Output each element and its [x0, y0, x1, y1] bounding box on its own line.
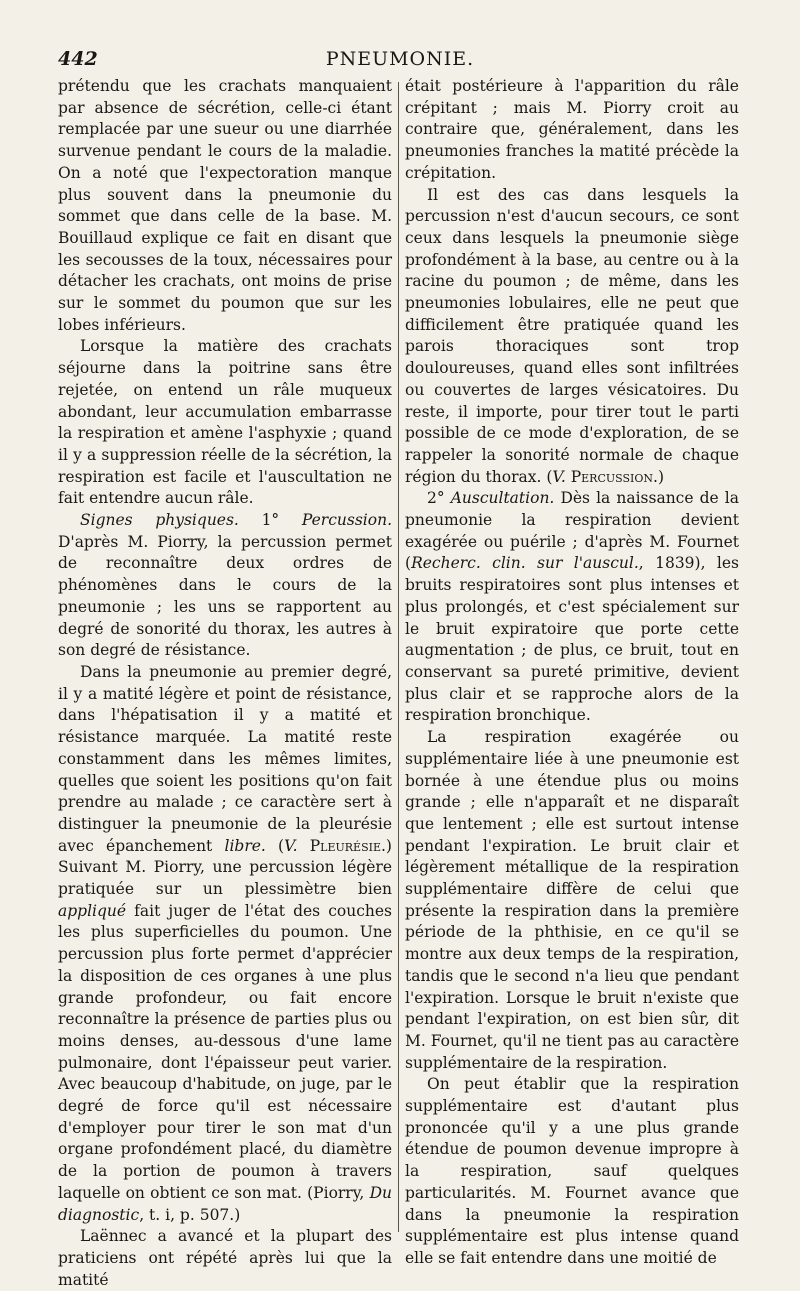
cross-reference: Percussion.	[565, 467, 658, 486]
left-paragraph-5: Laënnec a avancé et la plupart des praticiens ont répété après lui que la matité	[58, 1227, 392, 1289]
left-paragraph-1: prétendu que les crachats manquaient par absence de sécrétion, celle-ci étant remplacée par une sueur ou une diarrhée survenue pendant le cours de la maladie. On a noté que l'expectoration manque plus souvent dans la pneumonie du sommet que dans celle de la base. M. Bouillaud explique ce fait en disant que les secousses de la toux, nécessaires pour détacher les crachats, ont moins de prise sur le sommet du poumon que sur les lobes inférieurs.	[58, 77, 392, 334]
page-header	[58, 48, 742, 72]
italic-run: appliqué	[58, 901, 127, 920]
right-column	[405, 76, 739, 1270]
text-run: D'après M. Piorry, la percussion permet de reconnaître deux ordres de phénomènes dans le cours de la pneumonie ; les uns se rapportent au degré de sonorité du thorax, les autres à son degré de résistance.	[58, 532, 392, 660]
auscultation-heading: Auscultation.	[450, 489, 555, 508]
left-column	[58, 76, 392, 1291]
text-run: , t. i, p. 507.)	[139, 1205, 241, 1224]
left-paragraph-3	[58, 510, 392, 662]
right-paragraph-5: On peut établir que la respiration supplémentaire est d'autant plus prononcée qu'il y a une plus grande étendue de poumon devenue impropre à la respiration, sauf quelques particularités. M. Fournet avance que dans la pneumonie la respiration supplémentaire est plus intense quand elle se fait entendre dans une moitié de	[405, 1075, 739, 1267]
text-run: (	[265, 836, 285, 855]
italic-run: libre.	[224, 836, 266, 855]
citation-title: Du diagnostic	[58, 1183, 392, 1224]
percussion-heading: Percussion.	[301, 511, 392, 530]
page-number: 442	[58, 48, 98, 70]
text-run: Dès la naissance de la pneumonie la respiration devient exagérée ou puérile ; d'après M. Fournet (	[405, 489, 739, 573]
italic-run: V.	[552, 467, 566, 486]
right-paragraph-3	[405, 488, 739, 727]
citation-title: Recherc. clin. sur l'auscul.	[411, 554, 639, 573]
cross-reference: Pleurésie.	[297, 836, 386, 855]
text-run: 2°	[427, 489, 451, 508]
text-run: )	[657, 467, 665, 486]
column-divider	[398, 82, 399, 1232]
left-paragraph-2: Lorsque la matière des crachats séjourne dans la poitrine sans être rejetée, on entend un râle muqueux abondant, leur accumulation embarrasse la respiration et amène l'asphyxie ; quand il y a suppression réelle de la sécrétion, la respiration est facile et l'auscultation ne fait entendre aucun râle.	[58, 337, 392, 508]
signes-physiques-heading: Signes physiques.	[80, 511, 239, 530]
right-paragraph-1: était postérieure à l'apparition du râle crépitant ; mais M. Piorry croit au contraire que, généralement, dans les pneumonies franches la matité précède la crépitation.	[405, 77, 739, 182]
text-run: Il est des cas dans lesquels la percussion n'est d'aucun secours, ce sont ceux dans lesquels la pneumonie siège profondément à la base, au centre ou à la racine du poumon ; de même, dans les pneumonies lobulaires, elle ne peut que difficilement être pratiquée quand les parois thoraciques sont trop douloureuses, quand elles sont infiltrées ou couvertes de larges vésicatoires. Du reste, il importe, pour tirer tout le parti possible de ce mode d'exploration, de se rappeler la sonorité normale de chaque région du thorax. (	[405, 185, 739, 486]
right-paragraph-4: La respiration exagérée ou supplémentaire liée à une pneumonie est bornée à une étendue plus ou moins grande ; elle n'apparaît et ne disparaît que lentement ; elle est surtout intense pendant l'expiration. Le bruit clair et légèrement métallique de la respiration supplémentaire diffère de celui que présente la respiration dans la première période de la phthisie, en ce qu'il se montre aux deux temps de la respiration, tandis que le second n'a lieu que pendant l'expiration. Lorsque le bruit n'existe que pendant l'expiration, on est bien sûr, dit M. Fournet, qu'il ne tient pas au caractère supplémentaire de la respiration.	[405, 728, 739, 1072]
text-run: , 1839), les bruits respiratoires sont plus intenses et plus prolongés, et c'est spécialement sur le bruit expiratoire que porte cette augmentation ; de plus, ce bruit, tout en conservant sa pureté primitive, devient plus clair et se rapproche alors de la respiration bronchique.	[405, 554, 739, 725]
left-paragraph-4	[58, 662, 392, 1226]
running-title: PNEUMONIE.	[325, 48, 475, 70]
text-run: ) Suivant M. Piorry, une percussion légère pratiquée sur un plessimètre bien	[58, 836, 392, 899]
right-paragraph-2	[405, 185, 739, 489]
text-run: Dans la pneumonie au premier degré, il y a matité légère et point de résistance, dans l'hépatisation il y a matité et résistance marquée. La matité reste constamment dans les mêmes limites, quelles que soient les positions qu'on fait prendre au malade ; ce caractère sert à distinguer la pneumonie de la pleurésie avec épanchement	[58, 662, 392, 855]
italic-run: V.	[284, 836, 298, 855]
text-run: fait juger de l'état des couches les plus superficielles du poumon. Une percussion plus forte permet d'apprécier la disposition de ces organes à une plus grande profondeur, ou fait encore reconnaître la présence de parties plus ou moins denses, au-dessous d'une lame pulmonaire, dont l'épaisseur peut varier. Avec beaucoup d'habitude, on juge, par le degré de force qu'il est nécessaire d'employer pour tirer le son mat d'un organe profondément placé, du diamètre de la portion de poumon à travers laquelle on obtient ce son mat. (Piorry,	[58, 901, 392, 1202]
text-run: 1°	[238, 511, 302, 530]
